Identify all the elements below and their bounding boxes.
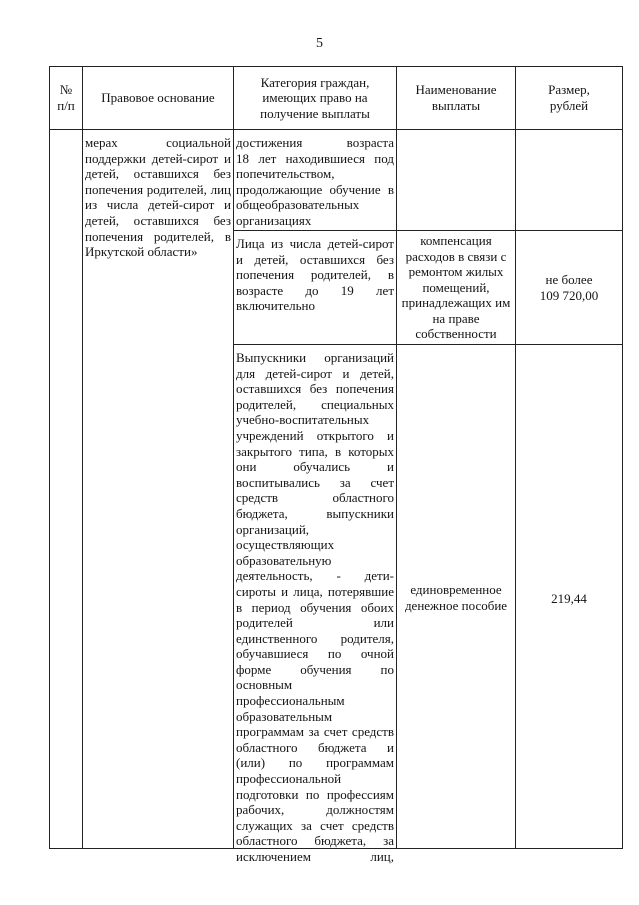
category-line: обучавшиеся по очной: [236, 646, 394, 662]
category-line: исключением лиц,: [236, 849, 394, 864]
row1-category: [236, 135, 394, 229]
header-category-line: получение выплаты: [260, 105, 370, 121]
category-line: образовательным: [236, 708, 333, 724]
header-category-line: имеющих право на: [262, 90, 368, 106]
legal-basis-text: [85, 135, 231, 260]
page-number: 5: [316, 36, 323, 51]
payment-name-line: ремонтом жилых: [408, 264, 504, 280]
header-payment-name-line: Наименование: [415, 82, 497, 98]
row2-category: [236, 236, 394, 314]
payment-name-line: принадлежащих им: [401, 295, 511, 311]
header-number: [50, 67, 82, 129]
category-line: родителей или: [236, 615, 394, 631]
category-line: профессиональным: [236, 693, 345, 709]
row2-payment-name: [397, 231, 515, 344]
category-line: 18 лет находившиеся под: [236, 150, 394, 166]
header-number-line: п/п: [57, 98, 75, 113]
row-divider: [233, 344, 622, 345]
category-line: воспитывались за счет: [236, 474, 394, 490]
header-legal-basis: [83, 67, 233, 129]
amount-line: 109 720,00: [539, 287, 599, 303]
category-line: и детей, оставшихся без: [236, 251, 394, 267]
category-line: они обучались и: [236, 459, 394, 475]
category-line: учебно-воспитательных: [236, 412, 370, 428]
column-divider: [515, 67, 516, 848]
payments-table: [49, 66, 623, 864]
category-line: попечения родителей, в: [236, 267, 394, 283]
category-line: средств областного: [236, 490, 394, 506]
category-line: достижения возраста: [236, 135, 394, 150]
payment-name-line: расходов в связи с: [405, 248, 507, 264]
category-line: организациях: [236, 212, 312, 228]
row3-amount: [516, 591, 622, 607]
header-category: [234, 67, 396, 129]
category-line: служащих за счет средств: [236, 817, 394, 833]
header-category-line: Категория граждан,: [260, 74, 370, 90]
category-line: закрытого типа, в которых: [236, 443, 394, 459]
category-line: оставшихся без попечения: [236, 381, 394, 397]
payment-name-line: денежное пособие: [404, 597, 508, 613]
category-line: включительно: [236, 298, 315, 314]
payment-name-line: на праве: [432, 310, 480, 326]
category-line: в период обучения обоих: [236, 599, 394, 615]
category-line: основным: [236, 677, 293, 693]
row3-category: [236, 350, 394, 865]
header-divider: [50, 129, 622, 130]
category-line: подготовки по профессиям: [236, 786, 394, 802]
column-divider: [233, 67, 234, 848]
legal-basis-line: детей, оставшихся без: [85, 212, 231, 228]
category-line: Выпускники организаций: [236, 350, 394, 365]
header-amount-line: рублей: [549, 98, 589, 113]
category-line: учреждений открытого и: [236, 427, 394, 443]
amount-value: 219,44: [551, 591, 587, 606]
payment-name-line: помещений,: [422, 279, 490, 295]
category-line: Лица из числа детей-сирот: [236, 236, 394, 251]
category-line: областного бюджета, за: [236, 833, 394, 849]
legal-basis-line: попечения родителей, лиц: [85, 181, 231, 197]
row2-amount: [516, 231, 622, 344]
category-line: деятельность, - дети-: [236, 568, 394, 584]
category-line: сироты и лица, потерявшие: [236, 583, 394, 599]
header-number-line: №: [59, 82, 73, 97]
legal-basis-line: поддержки детей-сирот и: [85, 150, 231, 166]
category-line: областного бюджета и: [236, 739, 394, 755]
category-line: (или) по программам: [236, 755, 394, 771]
category-line: для детей-сирот и детей,: [236, 365, 394, 381]
legal-basis-line: из числа детей-сирот и: [85, 197, 231, 213]
amount-line: не более: [545, 271, 593, 287]
legal-basis-line: мерах социальной: [85, 135, 231, 150]
payment-name-line: компенсация: [420, 232, 492, 248]
category-line: общеобразовательных: [236, 197, 360, 213]
category-line: единственного родителя,: [236, 630, 394, 646]
category-line: образовательную: [236, 552, 332, 568]
header-legal-basis-label: Правовое основание: [101, 90, 215, 106]
category-line: попечительством,: [236, 166, 335, 182]
category-line: рабочих, должностям: [236, 802, 394, 818]
category-line: родителей, специальных: [236, 396, 394, 412]
column-divider: [396, 67, 397, 848]
row3-payment-name: [397, 582, 515, 613]
header-payment-name-line: выплаты: [431, 98, 481, 113]
category-line: программам за счет средств: [236, 724, 394, 740]
header-payment-name: [397, 67, 515, 129]
column-divider: [82, 67, 83, 848]
header-amount: [516, 67, 622, 129]
legal-basis-line: детей, оставшихся без: [85, 166, 231, 182]
payment-name-line: единовременное: [410, 582, 502, 597]
legal-basis-line: попечения родителей, в: [85, 228, 231, 244]
category-line: профессиональной: [236, 771, 342, 787]
category-line: бюджета, выпускники: [236, 505, 394, 521]
category-line: осуществляющих: [236, 537, 335, 553]
legal-basis-line: Иркутской области»: [85, 244, 198, 260]
category-line: организаций,: [236, 521, 310, 537]
category-line: форме обучения по: [236, 661, 394, 677]
category-line: возрасте до 19 лет: [236, 282, 394, 298]
payment-name-line: собственности: [415, 326, 497, 342]
category-line: продолжающие обучение в: [236, 181, 394, 197]
header-amount-line: Размер,: [548, 82, 590, 98]
